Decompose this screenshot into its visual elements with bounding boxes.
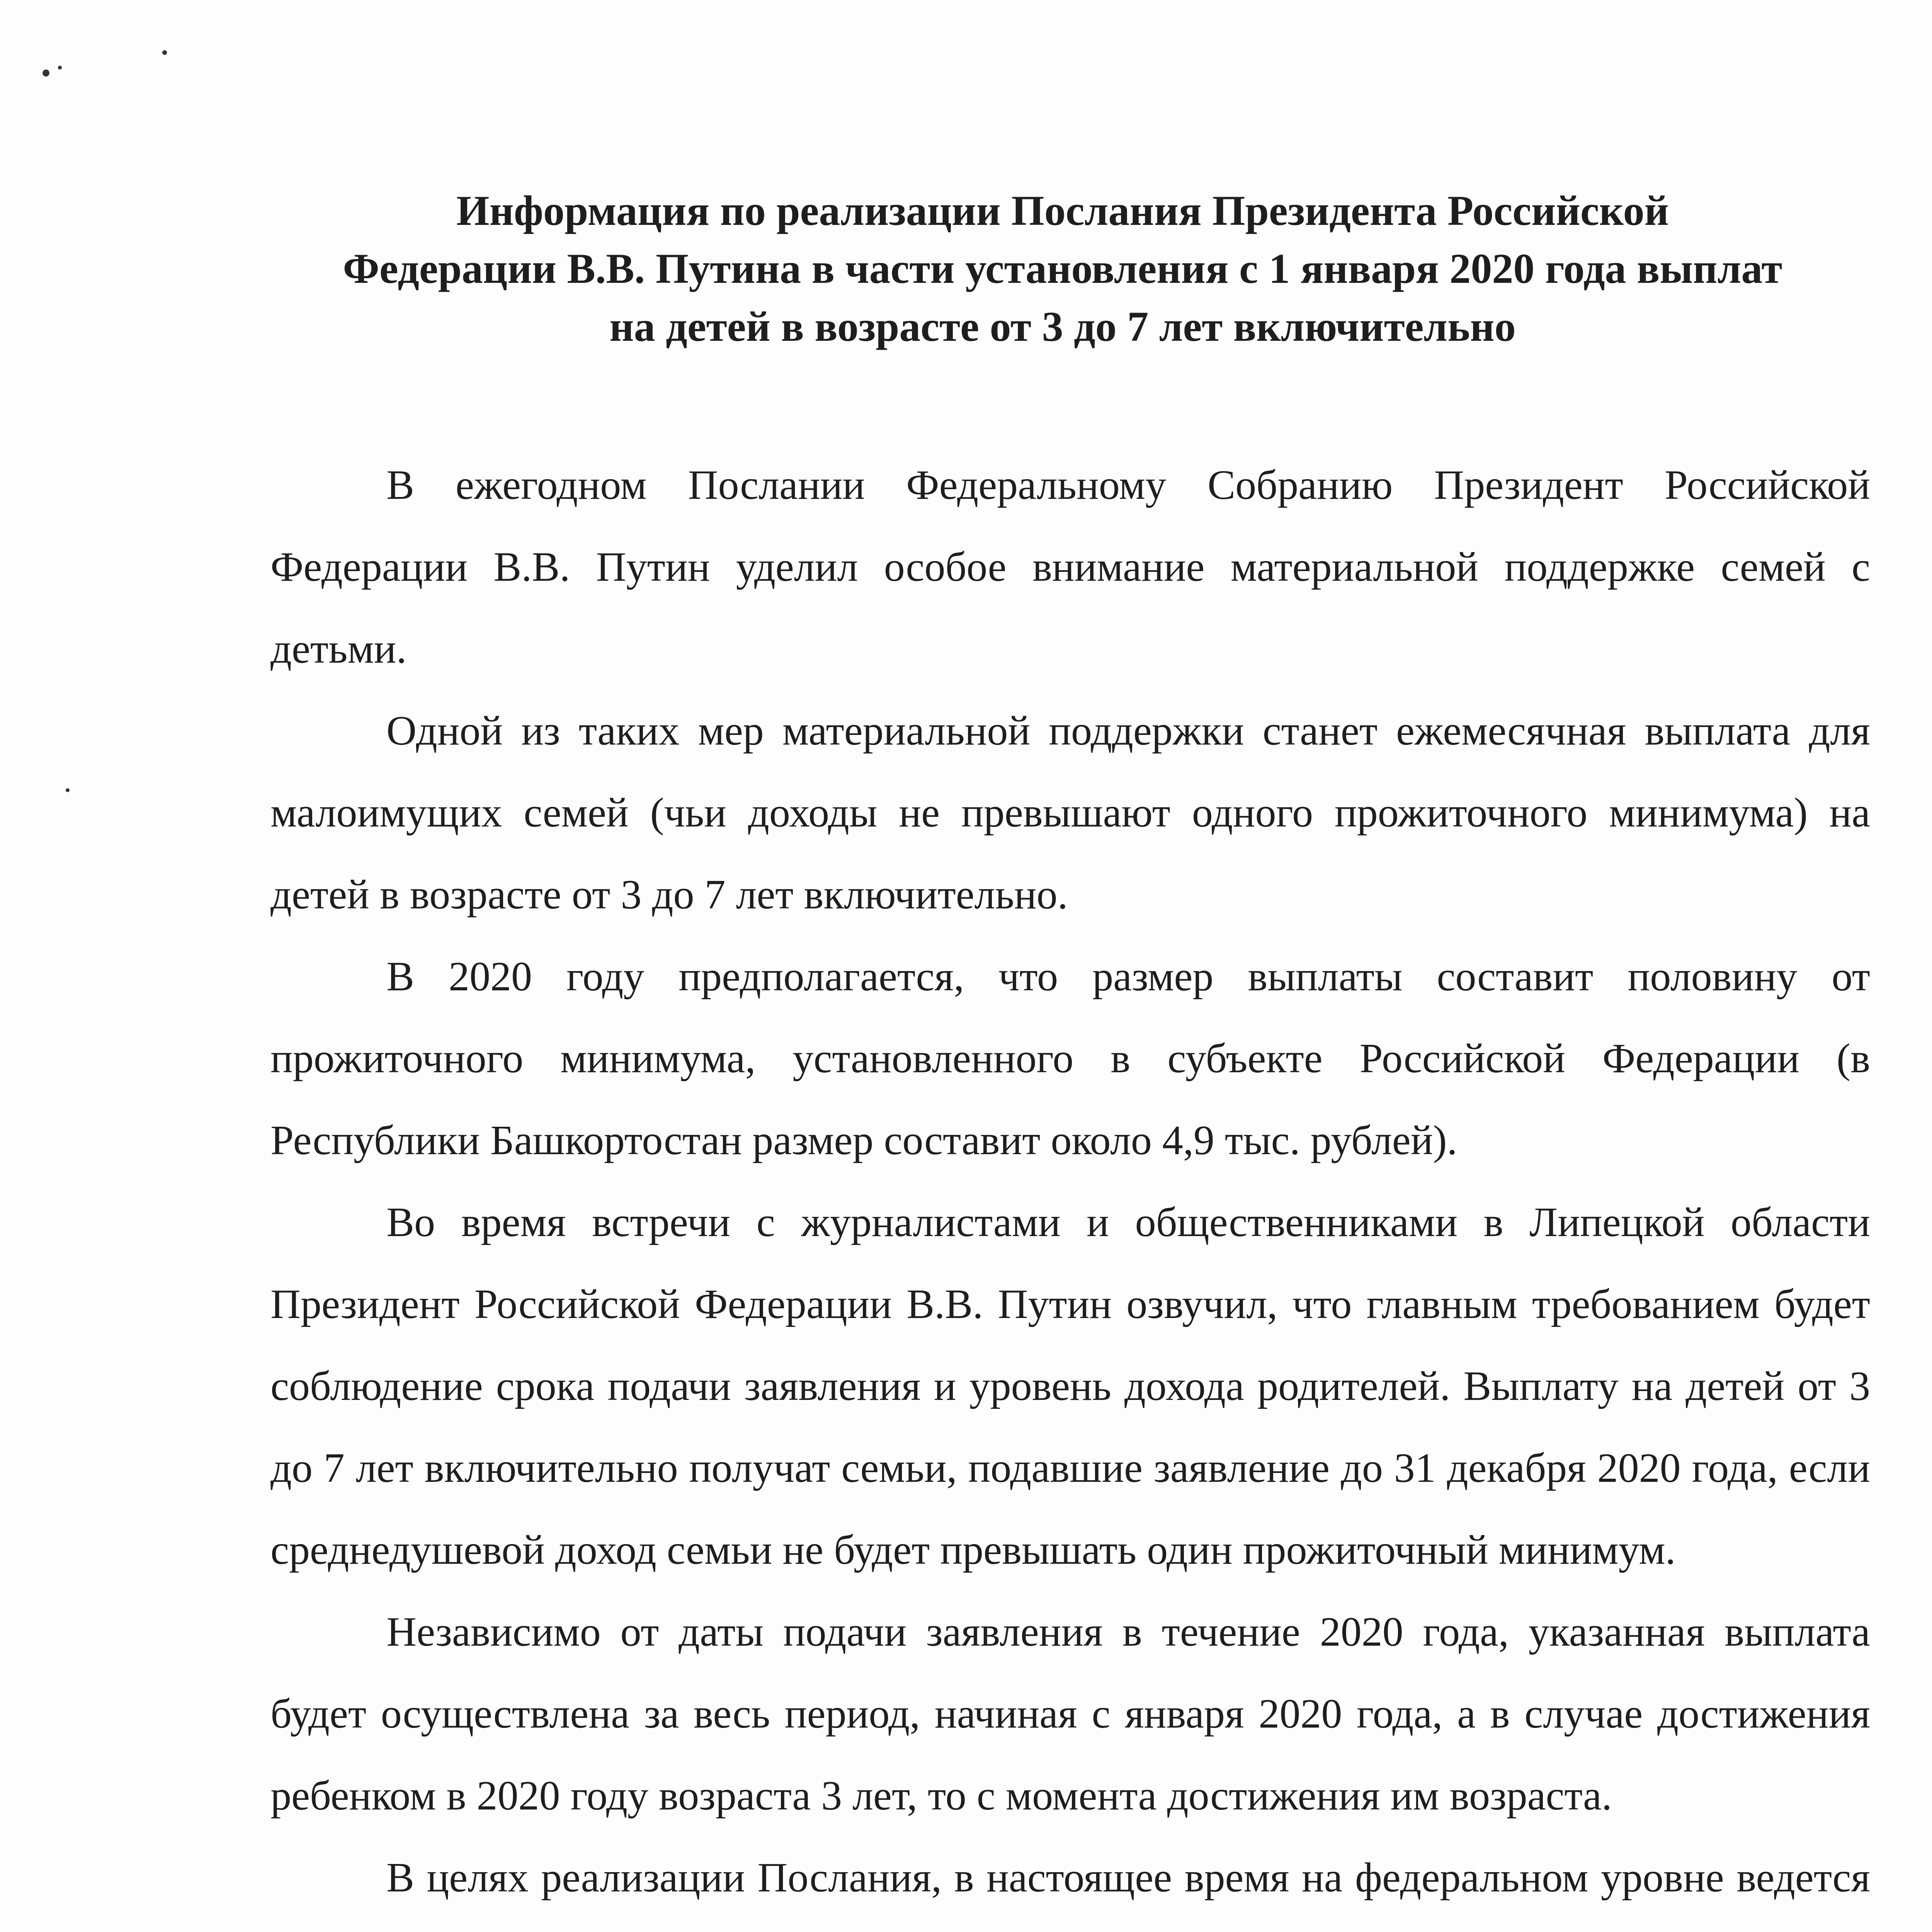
paragraph-4: Во время встречи с журналистами и общественниками в Липецкой области Президент Российской Федерации В.В. Путин озвучил, что главным требованием будет соблюдение срока подачи заявления и уровень дохода родителей. Выплату на детей от 3 до 7 лет включительно получат семьи, подавшие заявление до 31 декабря 2020 года, если среднедушевой доход семьи не будет превышать один прожиточный минимум. <box>270 1199 1870 1573</box>
paragraph-2: Одной из таких мер материальной поддержки станет ежемесячная выплата для малоимущих семей (чьи доходы не превышают одного прожиточного минимума) на детей в возрасте от 3 до 7 лет включительно. <box>270 708 1870 918</box>
paragraph-5: Независимо от даты подачи заявления в течение 2020 года, указанная выплата будет осуществлена за весь период, начиная с января 2020 года, а в случае достижения ребенком в 2020 году возраста 3 лет, то с момента достижения им возраста. <box>270 1609 1870 1819</box>
paragraph-6-text: В целях реализации Послания, в настоящее время на федеральном уровне ведется <box>386 1855 1870 1901</box>
title-line: на детей в возрасте от 3 до 7 лет включительно <box>609 303 1516 350</box>
scan-speck <box>43 70 49 77</box>
document-body <box>270 444 1870 1932</box>
paragraph-3: В 2020 году предполагается, что размер выплаты составит половину от прожиточного минимума, установленного в субъекте Российской Федерации (в Республики Башкортостан размер составит около 4,9 тыс. рублей). <box>270 954 1870 1163</box>
document-title <box>270 182 1855 355</box>
scan-speck <box>66 788 70 792</box>
paragraph-6 <box>270 1837 1870 1932</box>
scan-speck <box>162 50 167 55</box>
title-line: Федерации В.В. Путина в части установления с 1 января 2020 года выплат <box>343 245 1782 292</box>
scan-speck <box>58 66 62 70</box>
title-line: Информация по реализации Послания Президента Российской <box>456 187 1669 234</box>
paragraph-1: В ежегодном Послании Федеральному Собранию Президент Российской Федерации В.В. Путин уделил особое внимание материальной поддержке семей с детьми. <box>270 462 1870 672</box>
